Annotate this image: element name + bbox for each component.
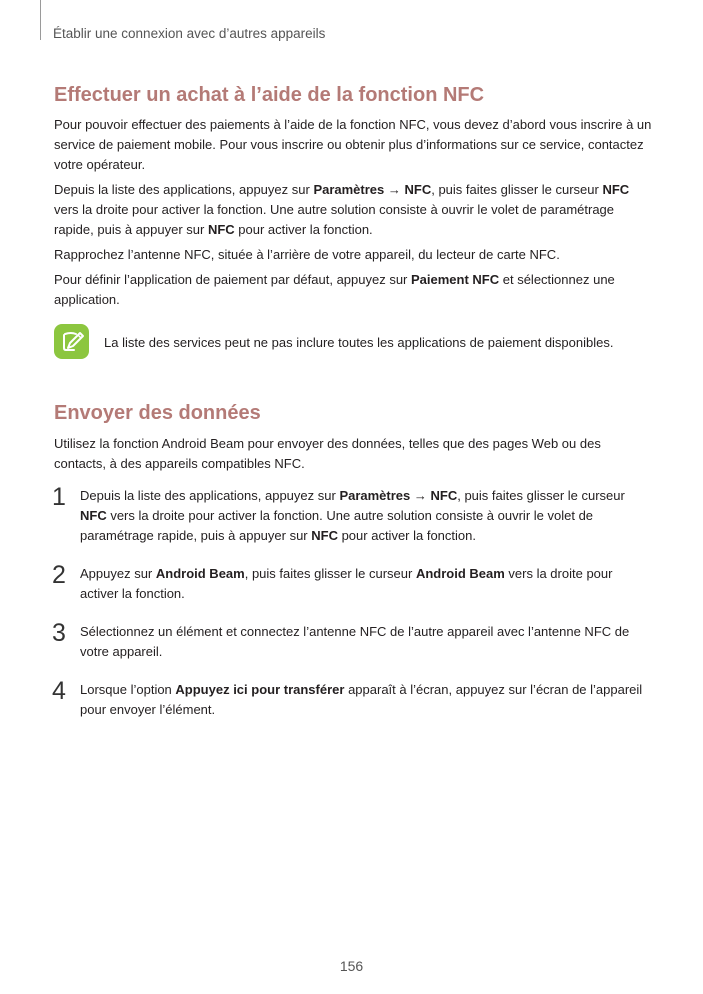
step-number: 2 [52,561,66,589]
step-item [52,619,654,662]
page-number: 156 [339,958,364,974]
step-number: 3 [52,619,66,647]
section-heading-nfc-purchase: Effectuer un achat à l’aide de la fonction NFC [54,84,485,106]
note-text: La liste des services peut ne pas inclure toutes les applications de paiement disponibles. [104,335,614,350]
step-item [52,483,654,546]
step-number: 1 [52,483,66,511]
step-text: Lorsque l’option Appuyez ici pour transférer apparaît à l’écran, appuyez sur l’écran de l’appareil pour envoyer l’élément. [80,682,643,717]
paragraph-nfc-antenna: Rapprochez l’antenne NFC, située à l’arrière de votre appareil, du lecteur de carte NFC. [54,247,560,262]
step-text: Sélectionnez un élément et connectez l’antenne NFC de l’autre appareil avec l’antenne NFC de votre appareil. [80,624,630,659]
step-number: 4 [52,677,66,705]
note-box [54,324,654,362]
section-heading-send-data: Envoyer des données [54,402,261,424]
page-content [54,84,654,738]
steps-list [52,483,654,720]
running-header: Établir une connexion avec d’autres appareils [53,26,326,41]
step-item [52,677,654,720]
margin-rule [40,0,41,40]
paragraph-nfc-registration: Pour pouvoir effectuer des paiements à l’aide de la fonction NFC, vous devez d’abord vous inscrire à un service de paiement mobile. Pour vous inscrire ou obtenir plus d’informations sur ce service, contactez votre opérateur. [54,117,652,172]
note-pencil-icon [54,324,89,359]
paragraph-nfc-activation: Depuis la liste des applications, appuyez sur Paramètres → NFC, puis faites glisser le curseur NFC vers la droite pour activer la fonction. Une autre solution consiste à ouvrir le volet de paramétrage rapide, puis à appuyer sur NFC pour activer la fonction. [54,182,630,237]
step-text: Depuis la liste des applications, appuyez sur Paramètres → NFC, puis faites glisser le curseur NFC vers la droite pour activer la fonction. Une autre solution consiste à ouvrir le volet de paramétrage rapide, puis à appuyer sur NFC pour activer la fonction. [80,488,625,543]
paragraph-nfc-default-app: Pour définir l’application de paiement par défaut, appuyez sur Paiement NFC et sélectionnez une application. [54,272,615,307]
step-item [52,561,654,604]
step-text: Appuyez sur Android Beam, puis faites glisser le curseur Android Beam vers la droite pour activer la fonction. [80,566,613,601]
paragraph-send-intro: Utilisez la fonction Android Beam pour envoyer des données, telles que des pages Web ou des contacts, à des appareils compatibles NFC. [54,436,601,471]
